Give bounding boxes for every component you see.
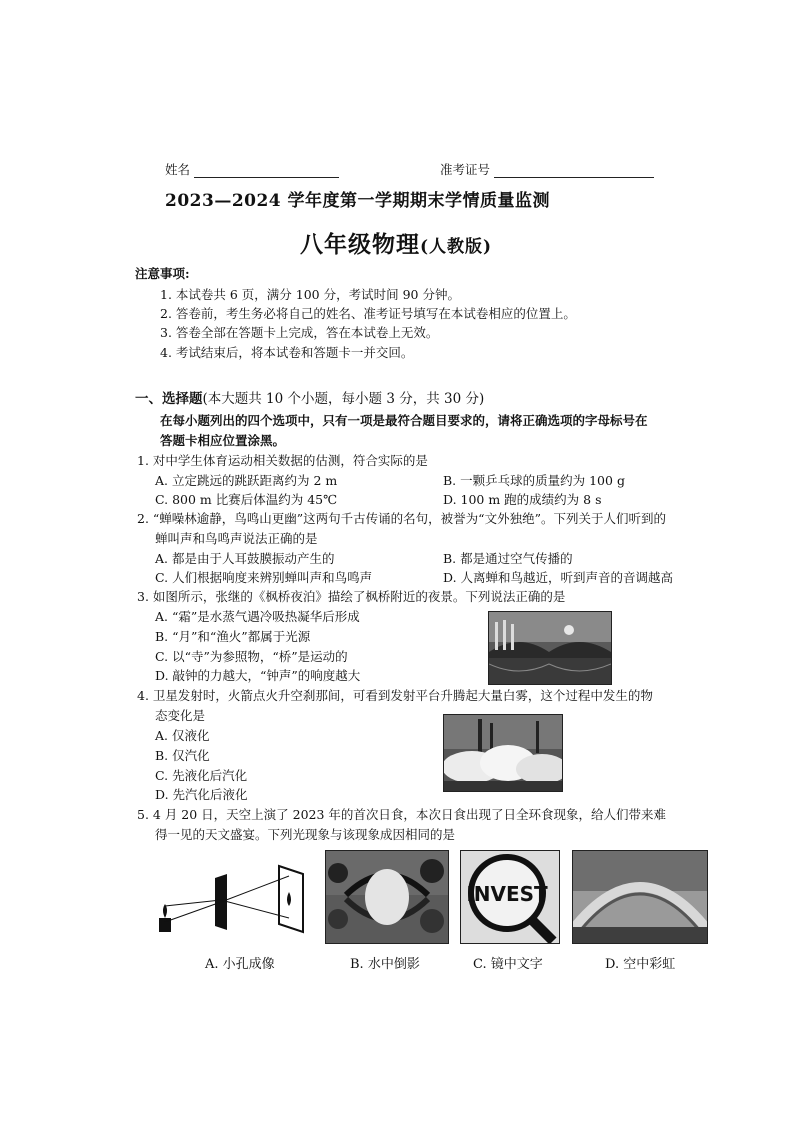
q1-option-c: C. 800 m 比赛后体温约为 45℃ <box>155 492 338 507</box>
q4-option-a: A. 仅液化 <box>155 728 210 743</box>
q3-option-b: B. “月”和“渔火”都属于光源 <box>155 629 311 644</box>
notes-item-2: 2. 答卷前，考生务必将自己的姓名、准考证号填写在本试卷相应的位置上。 <box>160 306 576 321</box>
exam-title: 2023—2024 学年度第一学期期末学情质量监测 <box>165 191 551 211</box>
name-label: 姓名 <box>165 162 191 177</box>
section-title: 一、选择题 <box>135 391 203 407</box>
exam-id-label: 准考证号 <box>440 162 491 177</box>
notes-item-1: 1. 本试卷共 6 页，满分 100 分，考试时间 90 分钟。 <box>160 287 460 302</box>
magnifier-word: INVEST <box>466 882 548 906</box>
q5-rainbow-image <box>572 850 708 944</box>
q4-option-c: C. 先液化后汽化 <box>155 768 248 783</box>
q4-rocket-launch-image <box>443 714 563 792</box>
name-blank <box>194 165 339 178</box>
q2-option-c: C. 人们根据响度来辨别蝉叫声和鸟鸣声 <box>155 570 373 585</box>
q2-stem-line-2: 蝉叫声和鸟鸣声说法正确的是 <box>155 531 318 546</box>
q3-night-bridge-image <box>488 611 612 685</box>
exam-subtitle <box>300 226 492 259</box>
q5-option-b: B. 水中倒影 <box>350 957 420 972</box>
q2-option-a: A. 都是由于人耳鼓膜振动产生的 <box>155 551 335 566</box>
q5-option-a: A. 小孔成像 <box>205 957 275 972</box>
q1-option-b: B. 一颗乒乓球的质量约为 100 g <box>443 473 625 488</box>
section-heading <box>135 391 484 407</box>
q2-stem-line-1: 2. “蝉噪林逾静，鸟鸣山更幽”这两句千古传诵的名句，被誉为“文外独绝”。下列关于人们听到的 <box>137 511 666 526</box>
q5-water-reflection-image <box>325 850 449 944</box>
q4-option-d: D. 先汽化后液化 <box>155 787 248 802</box>
q5-stem-line-1: 5. 4 月 20 日，天空上演了 2023 年的首次日食，本次日食出现了日全环食现象，给人们带来难 <box>137 807 666 822</box>
subtitle-edition: (人教版) <box>420 237 493 257</box>
q3-option-d: D. 敲钟的力越大，“钟声”的响度越大 <box>155 668 361 683</box>
q5-option-c: C. 镜中文字 <box>473 957 543 972</box>
q4-stem-line-1: 4. 卫星发射时，火箭点火升空刹那间，可看到发射平台升腾起大量白雾，这个过程中发生的物 <box>137 688 653 703</box>
q4-option-b: B. 仅汽化 <box>155 748 210 763</box>
section-detail: (本大题共 10 个小题，每小题 3 分，共 30 分) <box>202 391 485 407</box>
notes-item-4: 4. 考试结束后，将本试卷和答题卡一并交回。 <box>160 345 414 360</box>
exam-id-field <box>440 162 654 178</box>
q3-stem: 3. 如图所示，张继的《枫桥夜泊》描绘了枫桥附近的夜景。下列说法正确的是 <box>137 589 566 604</box>
section-instruction-1: 在每小题列出的四个选项中，只有一项是最符合题目要求的，请将正确选项的字母标号在 <box>160 413 648 428</box>
q1-option-d: D. 100 m 跑的成绩约为 8 s <box>443 492 602 507</box>
notes-heading: 注意事项: <box>135 266 190 281</box>
exam-id-blank <box>494 165 654 178</box>
q5-option-d: D. 空中彩虹 <box>605 957 676 972</box>
q3-option-a: A. “霜”是水蒸气遇冷吸热凝华后形成 <box>155 609 360 624</box>
q5-pinhole-diagram <box>155 862 310 938</box>
q1-stem: 1. 对中学生体育运动相关数据的估测，符合实际的是 <box>137 453 428 468</box>
q1-option-a: A. 立定跳远的跳跃距离约为 2 m <box>155 473 338 488</box>
notes-item-3: 3. 答卷全部在答题卡上完成，答在本试卷上无效。 <box>160 325 439 340</box>
q5-stem-line-2: 得一见的天文盛宴。下列光现象与该现象成因相同的是 <box>155 827 456 842</box>
name-field <box>165 162 339 178</box>
q2-option-b: B. 都是通过空气传播的 <box>443 551 573 566</box>
q5-magnifier-image <box>460 850 560 944</box>
q2-option-d: D. 人离蝉和鸟越近，听到声音的音调越高 <box>443 570 674 585</box>
subtitle-main: 八年级物理 <box>300 231 420 258</box>
q4-stem-line-2: 态变化是 <box>155 708 206 723</box>
section-instruction-2: 答题卡相应位置涂黑。 <box>160 433 286 448</box>
q3-option-c: C. 以“寺”为参照物，“桥”是运动的 <box>155 649 348 664</box>
